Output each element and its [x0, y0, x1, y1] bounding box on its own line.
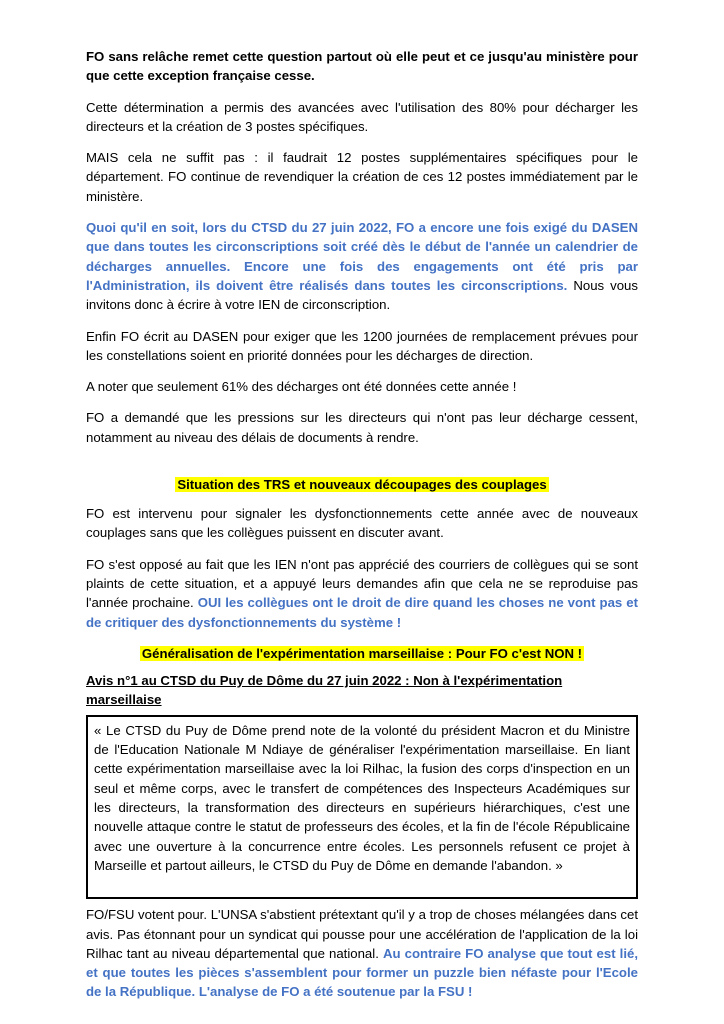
section-heading-trs: Situation des TRS et nouveaux découpages des couplages: [177, 477, 547, 493]
avis-title: Avis n°1 au CTSD du Puy de Dôme du 27 juin 2022 : Non à l'expérimentation marseillaise: [86, 672, 563, 707]
blue-emphasis-text: OUI les collègues ont le droit de dire quand les choses ne vont pas et de critiquer des dysfonctionnements du système !: [86, 595, 638, 630]
blue-emphasis-text: Quoi qu'il en soit, lors du CTSD du 27 juin 2022, FO a encore une fois exigé du DASEN que dans toutes les circonscriptions soit créé dès le début de l'année un calendrier de décharges annuelles. Encore une fois des engagements ont été pris par l'Administration, ils doivent être réalisés dans toutes les circonscriptions.: [86, 220, 638, 293]
paragraph-fo-question: FO sans relâche remet cette question partout où elle peut et ce jusqu'au ministère pour que cette exception française cesse.: [86, 49, 638, 84]
section-heading-marseille-wrap: [86, 644, 638, 663]
paragraph-remplacement: Enfin FO écrit au DASEN pour exiger que les 1200 journées de remplacement prévues pour les constellations soient en priorité données pour les décharges de direction.: [86, 328, 638, 363]
section-heading-marseille: Généralisation de l'expérimentation marseillaise : Pour FO c'est NON !: [141, 645, 583, 661]
paragraph-dysfonctionnements: FO est intervenu pour signaler les dysfonctionnements cette année avec de nouveaux couplages sans que les collègues puissent en discuter avant.: [86, 506, 638, 541]
paragraph-mais: MAIS cela ne suffit pas : il faudrait 12 postes supplémentaires spécifiques pour le département. FO continue de revendiquer la création de ces 12 postes immédiatement par le ministère.: [86, 150, 638, 204]
paragraph-ien-courriers: [86, 555, 638, 632]
normal-text: FO/FSU votent pour. L'UNSA s'abstient prétextant qu'il y a trop de choses mélangées dans cet avis. Pas étonnant pour un syndicat qui pousse pour une accélération de l'application de la loi Rilhac tant au niveau départemental que national.: [86, 907, 638, 961]
normal-text: FO s'est opposé au fait que les IEN n'ont pas apprécié des courriers de collègues qui se sont plaints de cette situation, et a appuyé leurs demandes afin que cela ne se reproduise pas l'année prochaine.: [86, 556, 638, 611]
avis-quote-text: « Le CTSD du Puy de Dôme prend note de la volonté du président Macron et du Ministre de l'Education Nationale M Ndiaye de généraliser l'expérimentation marseillaise. En liant cette expérimentation marseillaise avec la loi Rilhac, la fusion des corps d'inspection en un seul et même corps, avec le transfert de compétences des Inspecteurs Académiques sur les directeurs, la transformation des directeurs en supérieurs hiérarchiques, c'est une nouvelle attaque contre le statut de professeurs des écoles, et la fin de l'école Républicaine avec une ouverture à la concurrence entre écoles. Les personnels refusent ce projet à Marseille et partout ailleurs, le CTSD du Puy de Dôme en demande l'abandon. »: [94, 722, 630, 873]
paragraph-pressions: FO a demandé que les pressions sur les directeurs qui n'ont pas leur décharge cessent, notamment au niveau des délais de documents à rendre.: [86, 410, 638, 445]
paragraph-vote: [86, 905, 638, 1001]
paragraph-ctsd-decharges: [86, 218, 638, 314]
paragraph-61-percent: A noter que seulement 61% des décharges ont été données cette année !: [86, 379, 517, 395]
avis-quote-box: [86, 715, 638, 899]
normal-text: Nous vous invitons donc à écrire à votre IEN de circonscription.: [86, 277, 638, 313]
section-heading-trs-wrap: [86, 475, 638, 494]
blue-emphasis-text: Au contraire FO analyse que tout est lié, et que toutes les pièces s'assemblent pour former un puzzle bien néfaste pour l'Ecole de la République. L'analyse de FO a été soutenue par la FSU !: [86, 945, 638, 1000]
paragraph-avancees: Cette détermination a permis des avancées avec l'utilisation des 80% pour décharger les directeurs et la création de 3 postes spécifiques.: [86, 99, 638, 134]
